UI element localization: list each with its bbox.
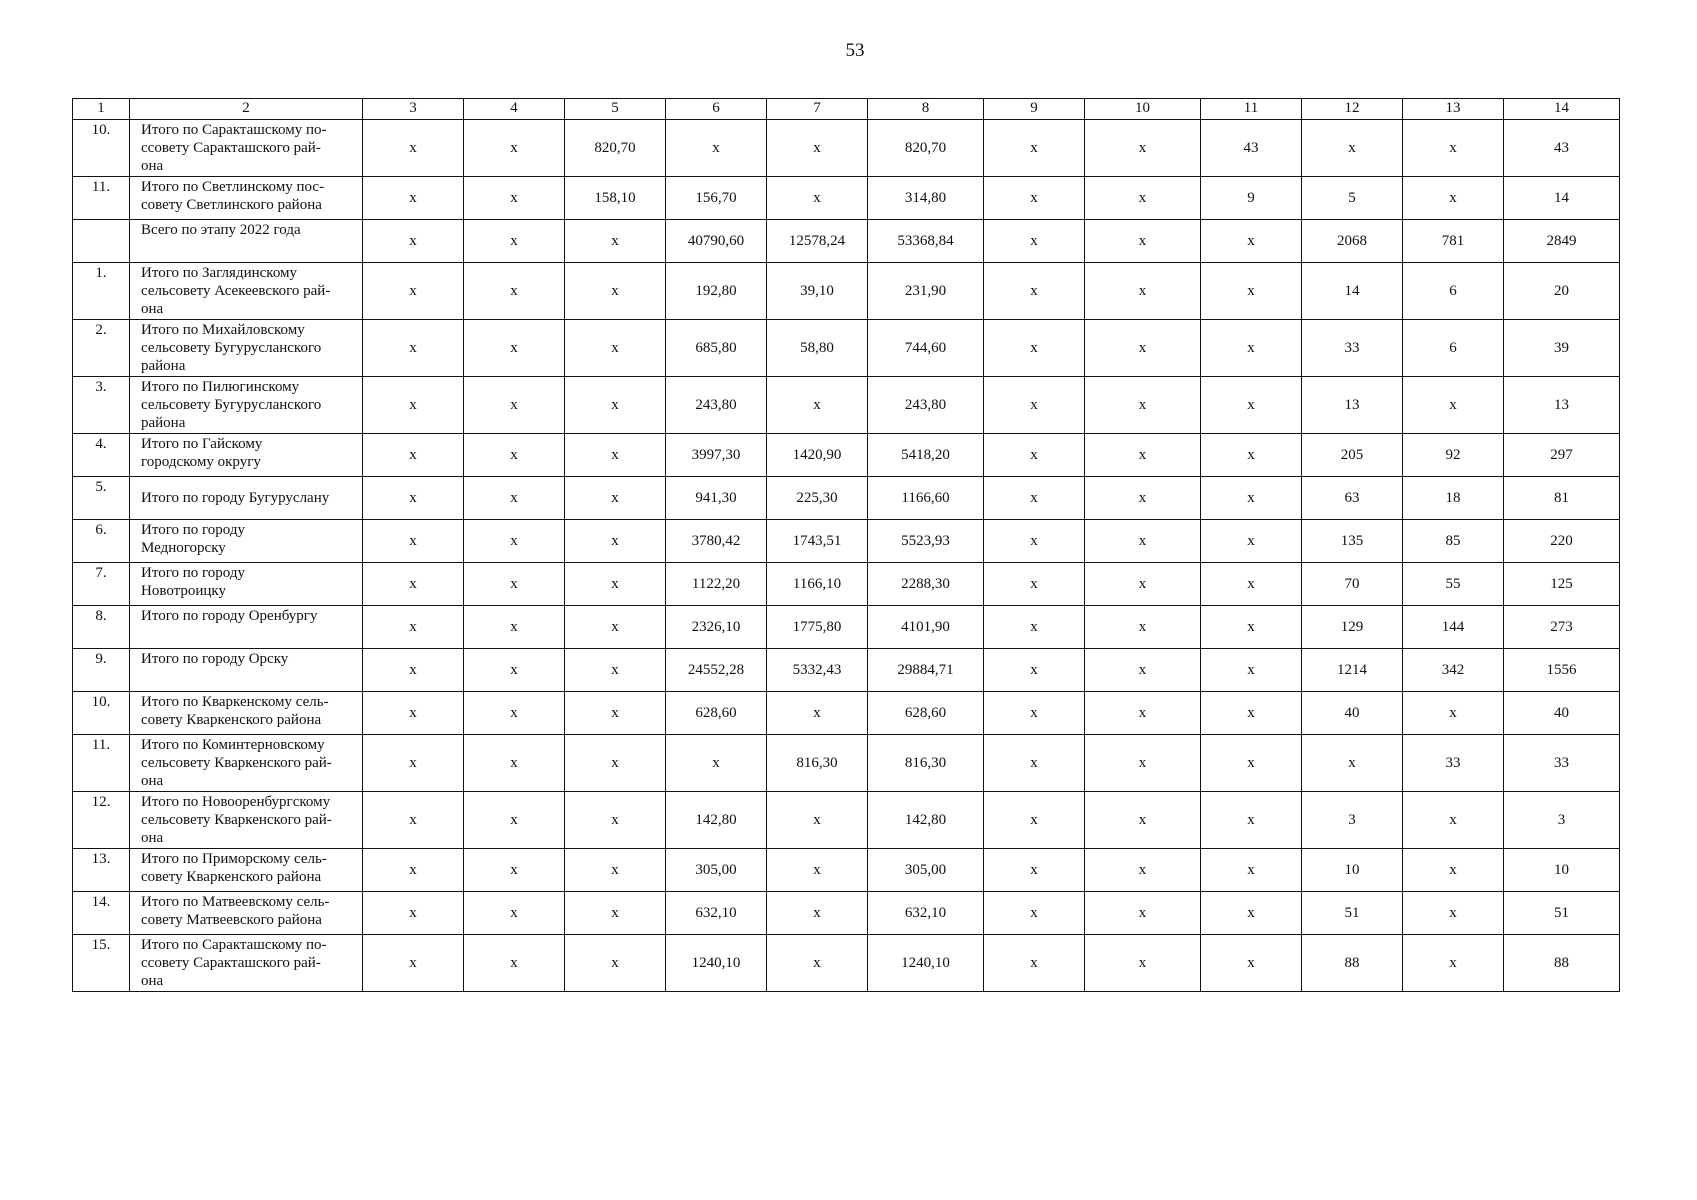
table-cell: x	[565, 477, 666, 520]
row-name: Итого по городу Бугуруслану	[130, 477, 363, 520]
table-cell: 63	[1302, 477, 1403, 520]
table-cell: x	[565, 320, 666, 377]
table-cell: 129	[1302, 606, 1403, 649]
table-cell: x	[1403, 120, 1504, 177]
table-cell: x	[565, 735, 666, 792]
table-cell: 142,80	[868, 792, 984, 849]
table-cell: 53368,84	[868, 220, 984, 263]
table-cell: x	[1085, 120, 1201, 177]
table-cell: x	[363, 177, 464, 220]
table-cell: x	[464, 849, 565, 892]
table-cell: 342	[1403, 649, 1504, 692]
table-cell: x	[464, 520, 565, 563]
table-cell: x	[984, 220, 1085, 263]
row-number: 8.	[73, 606, 130, 649]
table-cell: x	[984, 520, 1085, 563]
table-row	[73, 563, 1620, 606]
table-row	[73, 606, 1620, 649]
table-cell: x	[984, 892, 1085, 935]
table-cell: x	[767, 120, 868, 177]
table-cell: x	[1403, 177, 1504, 220]
table-cell: 142,80	[666, 792, 767, 849]
table-row	[73, 477, 1620, 520]
row-name: Итого по Приморскому сель- совету Кваркенского района	[130, 849, 363, 892]
table-cell: 225,30	[767, 477, 868, 520]
table-row	[73, 935, 1620, 992]
table-cell: x	[984, 649, 1085, 692]
table-cell: x	[1201, 434, 1302, 477]
table-cell: x	[565, 434, 666, 477]
table-cell: x	[984, 434, 1085, 477]
table-cell: x	[1201, 477, 1302, 520]
table-cell: x	[1403, 377, 1504, 434]
table-cell: x	[1201, 735, 1302, 792]
table-cell: 5523,93	[868, 520, 984, 563]
table-cell: x	[984, 263, 1085, 320]
table-cell: x	[984, 792, 1085, 849]
table-cell: x	[1085, 606, 1201, 649]
table-cell: 816,30	[767, 735, 868, 792]
table-cell: x	[565, 220, 666, 263]
table-cell: x	[565, 520, 666, 563]
row-number: 7.	[73, 563, 130, 606]
table-cell: 2288,30	[868, 563, 984, 606]
table-cell: 243,80	[868, 377, 984, 434]
table-body	[73, 99, 1620, 992]
table-cell: 10	[1504, 849, 1620, 892]
table-cell: 33	[1302, 320, 1403, 377]
table-cell: 5418,20	[868, 434, 984, 477]
table-cell: x	[464, 563, 565, 606]
table-cell: x	[1403, 892, 1504, 935]
table-cell: 1556	[1504, 649, 1620, 692]
row-number	[73, 220, 130, 263]
table-cell: x	[363, 220, 464, 263]
table-cell: 1214	[1302, 649, 1403, 692]
page-number: 53	[845, 40, 865, 61]
row-name: Итого по Матвеевскому сель- совету Матвеевского района	[130, 892, 363, 935]
column-number: 7	[767, 99, 868, 120]
column-number: 6	[666, 99, 767, 120]
table-cell: x	[464, 263, 565, 320]
table-cell: x	[565, 692, 666, 735]
table-cell: x	[1201, 849, 1302, 892]
column-number: 14	[1504, 99, 1620, 120]
table-cell: x	[767, 377, 868, 434]
table-cell: 125	[1504, 563, 1620, 606]
table-cell: 43	[1504, 120, 1620, 177]
table-cell: 5	[1302, 177, 1403, 220]
table-row	[73, 692, 1620, 735]
table-cell: 85	[1403, 520, 1504, 563]
table-cell: x	[1201, 606, 1302, 649]
column-number: 5	[565, 99, 666, 120]
table-cell: 14	[1504, 177, 1620, 220]
row-number: 3.	[73, 377, 130, 434]
row-number: 10.	[73, 692, 130, 735]
table-cell: x	[363, 692, 464, 735]
table-cell: x	[363, 892, 464, 935]
table-cell: 12578,24	[767, 220, 868, 263]
table-cell: 88	[1504, 935, 1620, 992]
table-cell: x	[984, 849, 1085, 892]
table-cell: x	[767, 792, 868, 849]
table-cell: 156,70	[666, 177, 767, 220]
table-row	[73, 320, 1620, 377]
table-cell: 632,10	[868, 892, 984, 935]
table-cell: x	[565, 563, 666, 606]
table-cell: x	[1085, 477, 1201, 520]
table-cell: 1240,10	[868, 935, 984, 992]
row-number: 6.	[73, 520, 130, 563]
table-cell: x	[565, 935, 666, 992]
table-cell: x	[1085, 892, 1201, 935]
table-cell: x	[767, 692, 868, 735]
table-cell: 2326,10	[666, 606, 767, 649]
table-row	[73, 377, 1620, 434]
table-cell: 2068	[1302, 220, 1403, 263]
table-cell: 24552,28	[666, 649, 767, 692]
table-cell: 305,00	[666, 849, 767, 892]
table-cell: x	[363, 735, 464, 792]
table-cell: 816,30	[868, 735, 984, 792]
row-number: 4.	[73, 434, 130, 477]
table-cell: 158,10	[565, 177, 666, 220]
table-row	[73, 792, 1620, 849]
table-cell: 51	[1302, 892, 1403, 935]
table-cell: x	[1201, 320, 1302, 377]
table-cell: x	[1201, 563, 1302, 606]
table-cell: 628,60	[868, 692, 984, 735]
table-cell: x	[363, 377, 464, 434]
table-cell: x	[1201, 792, 1302, 849]
table-cell: x	[464, 434, 565, 477]
row-number: 10.	[73, 120, 130, 177]
table-row	[73, 263, 1620, 320]
table-cell: 632,10	[666, 892, 767, 935]
table-row	[73, 649, 1620, 692]
table-cell: x	[363, 606, 464, 649]
row-number: 5.	[73, 477, 130, 520]
table-cell: x	[1085, 177, 1201, 220]
table-cell: x	[363, 320, 464, 377]
table-cell: x	[363, 434, 464, 477]
table-cell: x	[1085, 320, 1201, 377]
row-name: Итого по Саракташскому по- ссовету Саракташского рай- она	[130, 935, 363, 992]
table-cell: 6	[1403, 263, 1504, 320]
table-cell: x	[363, 120, 464, 177]
table-cell: 1166,60	[868, 477, 984, 520]
row-number: 11.	[73, 735, 130, 792]
column-number: 3	[363, 99, 464, 120]
table-row	[73, 520, 1620, 563]
table-cell: 685,80	[666, 320, 767, 377]
row-number: 9.	[73, 649, 130, 692]
row-name: Итого по Пилюгинскому сельсовету Бугурусланского района	[130, 377, 363, 434]
row-name: Итого по Коминтерновскому сельсовету Кваркенского рай- она	[130, 735, 363, 792]
table-cell: x	[1201, 692, 1302, 735]
table-cell: x	[1403, 692, 1504, 735]
table-cell: x	[363, 849, 464, 892]
column-number: 11	[1201, 99, 1302, 120]
table-cell: 88	[1302, 935, 1403, 992]
table-cell: x	[984, 177, 1085, 220]
column-number: 4	[464, 99, 565, 120]
table-cell: 941,30	[666, 477, 767, 520]
table-cell: 135	[1302, 520, 1403, 563]
table-row	[73, 120, 1620, 177]
table-cell: x	[565, 606, 666, 649]
row-number: 12.	[73, 792, 130, 849]
table-cell: 20	[1504, 263, 1620, 320]
table-cell: x	[464, 120, 565, 177]
table-cell: x	[363, 477, 464, 520]
table-cell: 70	[1302, 563, 1403, 606]
table-cell: 314,80	[868, 177, 984, 220]
table-cell: 781	[1403, 220, 1504, 263]
table-cell: x	[1085, 434, 1201, 477]
table-cell: 220	[1504, 520, 1620, 563]
row-name: Итого по городу Новотроицку	[130, 563, 363, 606]
row-name: Итого по Кваркенскому сель- совету Кваркенского района	[130, 692, 363, 735]
table-cell: 1775,80	[767, 606, 868, 649]
table-cell: 29884,71	[868, 649, 984, 692]
table-cell: 6	[1403, 320, 1504, 377]
row-name: Итого по городу Медногорску	[130, 520, 363, 563]
table-cell: x	[1085, 849, 1201, 892]
table-cell: 40790,60	[666, 220, 767, 263]
table-cell: 305,00	[868, 849, 984, 892]
row-name: Итого по Гайскому городскому округу	[130, 434, 363, 477]
table-cell: x	[1201, 520, 1302, 563]
table-cell: x	[1201, 377, 1302, 434]
row-number: 14.	[73, 892, 130, 935]
table-cell: x	[565, 892, 666, 935]
table-cell: x	[363, 792, 464, 849]
table-cell: 243,80	[666, 377, 767, 434]
table-cell: 1122,20	[666, 563, 767, 606]
table-cell: x	[1085, 520, 1201, 563]
table-row	[73, 220, 1620, 263]
table-cell: x	[464, 649, 565, 692]
table-cell: 33	[1504, 735, 1620, 792]
table-row	[73, 735, 1620, 792]
column-number: 12	[1302, 99, 1403, 120]
table-cell: x	[565, 263, 666, 320]
table-cell: 3	[1504, 792, 1620, 849]
column-number: 13	[1403, 99, 1504, 120]
table-cell: 1166,10	[767, 563, 868, 606]
row-number: 1.	[73, 263, 130, 320]
table-cell: x	[666, 735, 767, 792]
table-cell: x	[984, 563, 1085, 606]
table-cell: 81	[1504, 477, 1620, 520]
table-cell: x	[464, 320, 565, 377]
table-cell: 39,10	[767, 263, 868, 320]
row-name: Итого по Заглядинскому сельсовету Асекеевского рай- она	[130, 263, 363, 320]
table-cell: x	[1302, 120, 1403, 177]
table-cell: 9	[1201, 177, 1302, 220]
table-cell: x	[1403, 849, 1504, 892]
table-cell: 1420,90	[767, 434, 868, 477]
table-cell: 43	[1201, 120, 1302, 177]
table-cell: x	[1201, 935, 1302, 992]
table-cell: x	[565, 649, 666, 692]
column-number: 2	[130, 99, 363, 120]
table-cell: x	[1085, 563, 1201, 606]
table-cell: 92	[1403, 434, 1504, 477]
table-cell: 273	[1504, 606, 1620, 649]
table-row	[73, 177, 1620, 220]
table-cell: x	[1085, 792, 1201, 849]
data-table	[72, 98, 1620, 992]
column-number: 8	[868, 99, 984, 120]
table-cell: x	[464, 692, 565, 735]
table-cell: x	[464, 735, 565, 792]
table-row	[73, 849, 1620, 892]
row-name: Итого по городу Орску	[130, 649, 363, 692]
row-name: Итого по Новооренбургскому сельсовету Кваркенского рай- она	[130, 792, 363, 849]
row-name: Итого по Саракташскому по- ссовету Саракташского рай- она	[130, 120, 363, 177]
table-cell: x	[984, 935, 1085, 992]
table-cell: 192,80	[666, 263, 767, 320]
table-cell: 55	[1403, 563, 1504, 606]
table-cell: x	[767, 849, 868, 892]
table-cell: 205	[1302, 434, 1403, 477]
table-cell: x	[1201, 649, 1302, 692]
table-cell: x	[984, 477, 1085, 520]
table-cell: 39	[1504, 320, 1620, 377]
table-cell: 33	[1403, 735, 1504, 792]
table-cell: 13	[1504, 377, 1620, 434]
column-number: 10	[1085, 99, 1201, 120]
table-cell: 628,60	[666, 692, 767, 735]
table-cell: x	[464, 377, 565, 434]
table-cell: x	[464, 477, 565, 520]
table-cell: 51	[1504, 892, 1620, 935]
table-cell: x	[984, 320, 1085, 377]
table-cell: x	[1085, 377, 1201, 434]
row-number: 15.	[73, 935, 130, 992]
table-cell: x	[464, 606, 565, 649]
table-cell: x	[363, 649, 464, 692]
table-cell: 3997,30	[666, 434, 767, 477]
table-cell: x	[767, 935, 868, 992]
table-cell: x	[363, 563, 464, 606]
row-number: 13.	[73, 849, 130, 892]
table-cell: 820,70	[868, 120, 984, 177]
row-name: Всего по этапу 2022 года	[130, 220, 363, 263]
table-cell: x	[666, 120, 767, 177]
table-cell: x	[565, 792, 666, 849]
table-cell: x	[464, 177, 565, 220]
row-name: Итого по Михайловскому сельсовету Бугурусланского района	[130, 320, 363, 377]
table-cell: 820,70	[565, 120, 666, 177]
table-row	[73, 434, 1620, 477]
table-cell: 10	[1302, 849, 1403, 892]
row-number: 11.	[73, 177, 130, 220]
column-number: 9	[984, 99, 1085, 120]
table-cell: 14	[1302, 263, 1403, 320]
table-cell: x	[1201, 892, 1302, 935]
table-cell: 40	[1504, 692, 1620, 735]
table-cell: x	[1201, 263, 1302, 320]
table-cell: x	[984, 377, 1085, 434]
table-cell: x	[984, 735, 1085, 792]
table-cell: x	[1085, 263, 1201, 320]
table-cell: x	[363, 935, 464, 992]
table-cell: x	[1085, 935, 1201, 992]
column-number: 1	[73, 99, 130, 120]
table-cell: 18	[1403, 477, 1504, 520]
table-cell: x	[1085, 649, 1201, 692]
table-row	[73, 892, 1620, 935]
table-cell: x	[565, 377, 666, 434]
row-number: 2.	[73, 320, 130, 377]
table-cell: x	[464, 220, 565, 263]
table-cell: x	[984, 606, 1085, 649]
row-name: Итого по городу Оренбургу	[130, 606, 363, 649]
table-cell: x	[984, 120, 1085, 177]
table-cell: x	[1403, 792, 1504, 849]
table-cell: 297	[1504, 434, 1620, 477]
table-cell: 2849	[1504, 220, 1620, 263]
table-cell: x	[767, 892, 868, 935]
table-cell: 5332,43	[767, 649, 868, 692]
row-name: Итого по Светлинскому пос- совету Светлинского района	[130, 177, 363, 220]
table-cell: x	[565, 849, 666, 892]
table-cell: 3	[1302, 792, 1403, 849]
table-cell: x	[1085, 692, 1201, 735]
table-cell: 13	[1302, 377, 1403, 434]
table-cell: x	[1201, 220, 1302, 263]
table-cell: x	[464, 935, 565, 992]
table-cell: 58,80	[767, 320, 868, 377]
table-cell: x	[363, 520, 464, 563]
column-number-row	[73, 99, 1620, 120]
table-cell: 1743,51	[767, 520, 868, 563]
table-cell: 40	[1302, 692, 1403, 735]
table-cell: 231,90	[868, 263, 984, 320]
table-cell: x	[464, 892, 565, 935]
table-cell: 4101,90	[868, 606, 984, 649]
table-cell: 144	[1403, 606, 1504, 649]
table-cell: x	[1302, 735, 1403, 792]
table-cell: 3780,42	[666, 520, 767, 563]
table-cell: x	[1085, 735, 1201, 792]
table-cell: 1240,10	[666, 935, 767, 992]
table-cell: x	[363, 263, 464, 320]
table-cell: x	[1403, 935, 1504, 992]
table-cell: x	[464, 792, 565, 849]
table-cell: 744,60	[868, 320, 984, 377]
table-cell: x	[984, 692, 1085, 735]
table-cell: x	[767, 177, 868, 220]
table-cell: x	[1085, 220, 1201, 263]
